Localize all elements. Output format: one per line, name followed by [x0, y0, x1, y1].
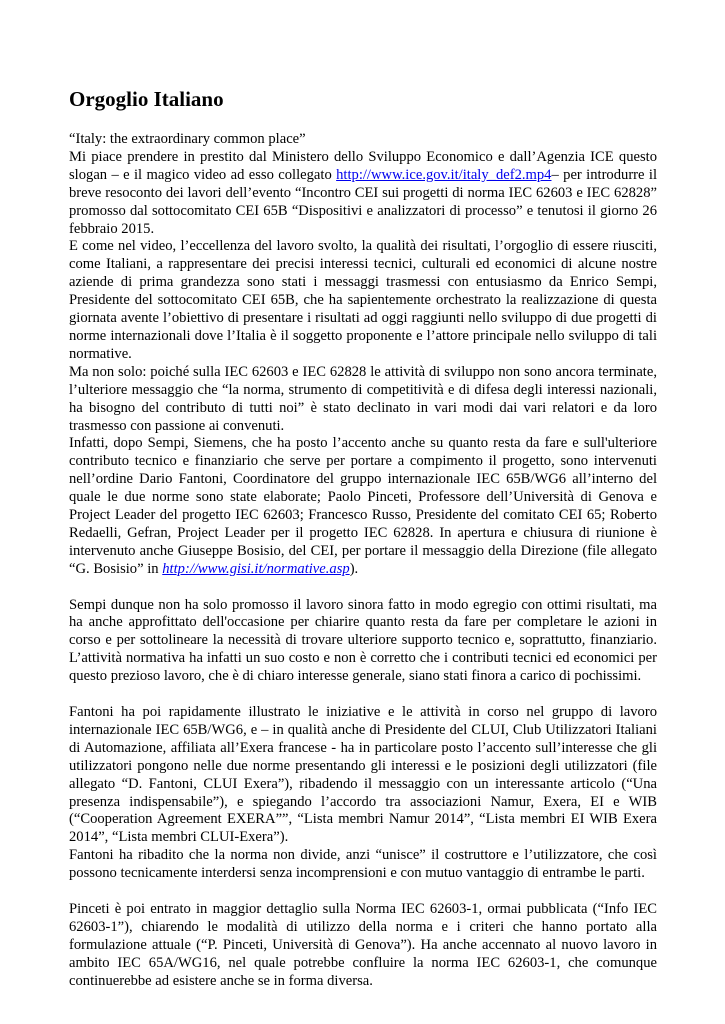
- paragraph-spacer: [69, 883, 657, 901]
- sempi-paragraph: Sempi dunque non ha solo promosso il lavoro sinora fatto in modo egregio con ottimi risultati, ma ha anche approfittato dell'occasione per chiarire quanto resta da fare per completare le azioni in corso e per sottolineare la necessità di trovare ulteriore supporto tecnico e, soprattutto, finanziario. L’attività normativa ha infatti un suo costo e non è corretto che i contributi tecnici ed economici per questo prezioso lavoro, che è di chiaro interesse generale, siano stati finora a carico di pochissimi.: [69, 596, 657, 685]
- fantoni-conclusion-paragraph: Fantoni ha ribadito che la norma non divide, anzi “unisce” il costruttore e l’utilizzatore, che così possono tecnicamente interdersi senza incomprensioni e con mutuo vantaggio di entrambe le parti.: [69, 847, 657, 882]
- excellence-paragraph: E come nel video, l’eccellenza del lavoro svolto, la qualità dei risultati, l’orgoglio di essere riusciti, come Italiani, a rappresentare dei precisi interessi tecnici, culturali ed economici di alcune nostre aziende di prima grandezza sono stati i messaggi trasmessi con entusiasmo da Enrico Sempi, Presidente del sottocomitato CEI 65B, che ha sapientemente orchestrato la realizzazione di questa giornata avente l’obiettivo di presentare i risultati ad oggi raggiunti nello sviluppo di due progetti di norme internazionali dove l’Italia è il soggetto proponente e l’attore principale nello sviluppo di tali normative.: [69, 238, 657, 362]
- pinceti-paragraph: Pinceti è poi entrato in maggior dettaglio sulla Norma IEC 62603-1, ormai pubblicata (“Info IEC 62603-1”), chiarendo le modalità di utilizzo della norma e i criteri che hanno portato alla formulazione attuale (“P. Pinceti, Università di Genova”). Ha anche accennato al nuovo lavoro in ambito IEC 65A/WG16, nel quale potrebbe confluire la norma IEC 62603-1, che comunque continuerebbe ad esistere anche se in forma diversa.: [69, 900, 657, 989]
- gisi-normative-link[interactable]: http://www.gisi.it/normative.asp: [162, 560, 350, 577]
- intro-text-before-link: Mi piace prendere in prestito dal Ministero dello Sviluppo Economico e dall’Agenzia ICE questo slogan – e il magico video ad esso collegato: [69, 148, 657, 183]
- message-paragraph: Ma non solo: poiché sulla IEC 62603 e IEC 62828 le attività di sviluppo non sono ancora terminate, l’ulteriore messaggio che “la norma, strumento di competitività e di difesa degli interessi nazionali, ha bisogno del contributo di tutti noi” è stato declinato in vari modi dai vari relatori e da loro trasmesso con passione ai convenuti.: [69, 363, 657, 434]
- speakers-paragraph: [69, 435, 657, 578]
- fantoni-paragraph: Fantoni ha poi rapidamente illustrato le iniziative e le attività in corso nel gruppo di lavoro internazionale IEC 65B/WG6, e – in qualità anche di Presidente del CLUI, Club Utilizzatori Italiani di Automazione, affiliata all’Exera francese - ha in particolare posto l’accento sull’interesse che gli utilizzatori pongono nelle due norme presentando gli interessi e le posizioni degli utilizzatori (file allegato “D. Fantoni, CLUI Exera”), ribadendo il messaggio con un interessante articolo (“Una presenza indispensabile”), e spiegando l’accordo tra associazioni Namur, Exera, EI e WIB (“Cooperation Agreement EXERA””, “Lista membri Namur 2014”, “Lista membri EI WIB Exera 2014”, “Lista membri CLUI-Exera”).: [69, 703, 657, 846]
- ice-video-link[interactable]: http://www.ice.gov.it/italy_def2.mp4: [336, 166, 552, 183]
- document-page: [69, 86, 657, 990]
- intro-paragraph: [69, 149, 657, 239]
- intro-text-after-link: – per introdurre il breve resoconto dei lavori dell’evento “Incontro CEI sui progetti di norma IEC 62603 e IEC 62828” promosso dal sottocomitato CEI 65B “Dispositivi e analizzatori di processo” e tenutosi il giorno 26 febbraio 2015.: [69, 166, 657, 237]
- paragraph-spacer: [69, 686, 657, 704]
- speakers-text-before-link: Infatti, dopo Sempi, Siemens, che ha posto l’accento anche su quanto resta da fare e sull'ulteriore contributo tecnico e finanziario che serve per portare a compimento il progetto, sono intervenuti nell’ordine Dario Fantoni, Coordinatore del gruppo internazionale IEC 65B/WG6 all’interno del quale le due norme sono state elaborate; Paolo Pinceti, Professore dell’Università di Genova e Project Leader del progetto IEC 62603; Francesco Russo, Presidente del comitato CEI 65; Roberto Redaelli, Gefran, Project Leader per il progetto IEC 62828. In apertura e chiusura di riunione è intervenuto anche Giuseppe Bosisio, del CEI, per portare il messaggio della Direzione (file allegato “G. Bosisio” in: [69, 435, 657, 577]
- document-title: Orgoglio Italiano: [69, 87, 224, 111]
- speakers-text-after-link: ).: [349, 560, 359, 577]
- paragraph-spacer: [69, 579, 657, 597]
- slogan-paragraph: “Italy: the extraordinary common place”: [69, 131, 306, 147]
